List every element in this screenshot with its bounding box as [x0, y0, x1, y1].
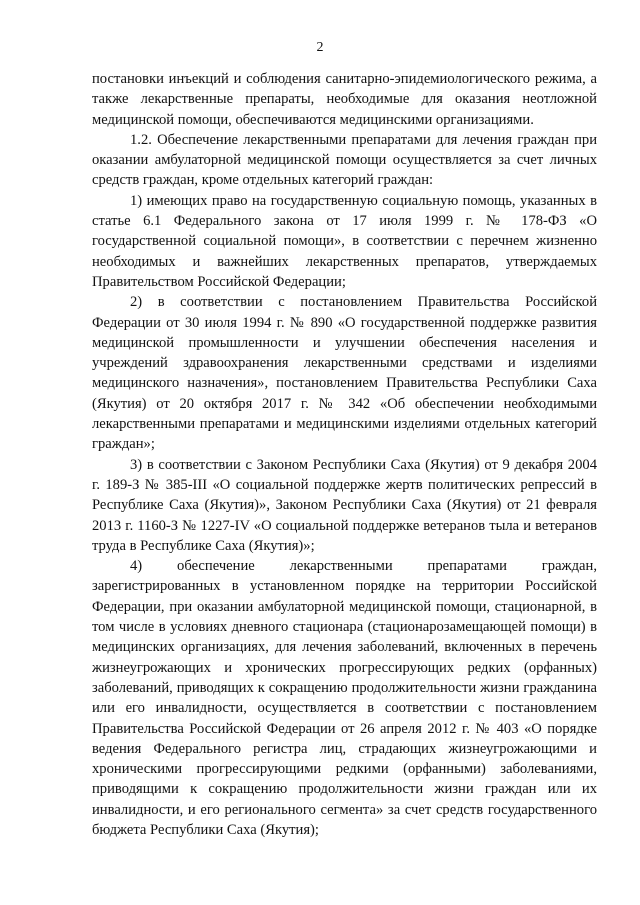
list-item-4: 4) обеспечение лекарственными препаратами граждан, зарегистрированных в установленном порядке на территории Российской Федерации, при оказании амбулаторной медицинской помощи, стационарной, в том числе в условиях дневного стационара (стационарозамещающей помощи) в медицинских организациях, для лечения заболеваний, включенных в перечень жизнеугрожающих и хронических прогрессирующих редких (орфанных) заболеваний, приводящих к сокращению продолжительности жизни гражданина или его инвалидности, осуществляется в соответствии с постановлением Правительства Российской Федерации от 26 апреля 2012 г. № 403 «О порядке ведения Федерального регистра лиц, страдающих жизнеугрожающими и хроническими прогрессирующими редкими (орфанными) заболеваниями, приводящими к сокращению продолжительности жизни граждан или их инвалидности, и его регионального сегмента» за счет средств государственного бюджета Республики Саха (Якутия);	[92, 558, 597, 838]
paragraph-continuation: постановки инъекций и соблюдения санитарно-эпидемиологического режима, а также лекарственные препараты, необходимые для оказания неотложной медицинской помощи, обеспечиваются медицинскими организациями.	[92, 71, 597, 128]
list-item-3: 3) в соответствии с Законом Республики Саха (Якутия) от 9 декабря 2004 г. 189-З № 385-III «О социальной поддержке жертв политических репрессий в Республике Саха (Якутия)», Законом Республики Саха (Якутия) от 21 февраля 2013 г. 1160-З № 1227-IV «О социальной поддержке ветеранов тыла и ветеранов труда в Республике Саха (Якутия)»;	[92, 456, 597, 554]
document-body	[92, 69, 597, 840]
list-item-1: 1) имеющих право на государственную социальную помощь, указанных в статье 6.1 Федерального закона от 17 июля 1999 г. № 178-ФЗ «О государственной социальной помощи», в соответствии с перечнем жизненно необходимых и важнейших лекарственных препаратов, утверждаемых Правительством Российской Федерации;	[92, 192, 597, 290]
paragraph-1-2: 1.2. Обеспечение лекарственными препаратами для лечения граждан при оказании амбулаторной медицинской помощи осуществляется за счет личных средств граждан, кроме отдельных категорий граждан:	[92, 131, 597, 189]
list-item-2: 2) в соответствии с постановлением Правительства Российской Федерации от 30 июля 1994 г. № 890 «О государственной поддержке развития медицинской промышленности и улучшении обеспечения населения и учреждений здравоохранения лекарственными средствами и изделиями медицинского назначения», постановлением Правительства Республики Саха (Якутия) от 20 октября 2017 г. № 342 «Об обеспечении необходимыми лекарственными препаратами и медицинскими изделиями отдельных категорий граждан»;	[92, 294, 597, 453]
page-number: 2	[316, 40, 324, 55]
